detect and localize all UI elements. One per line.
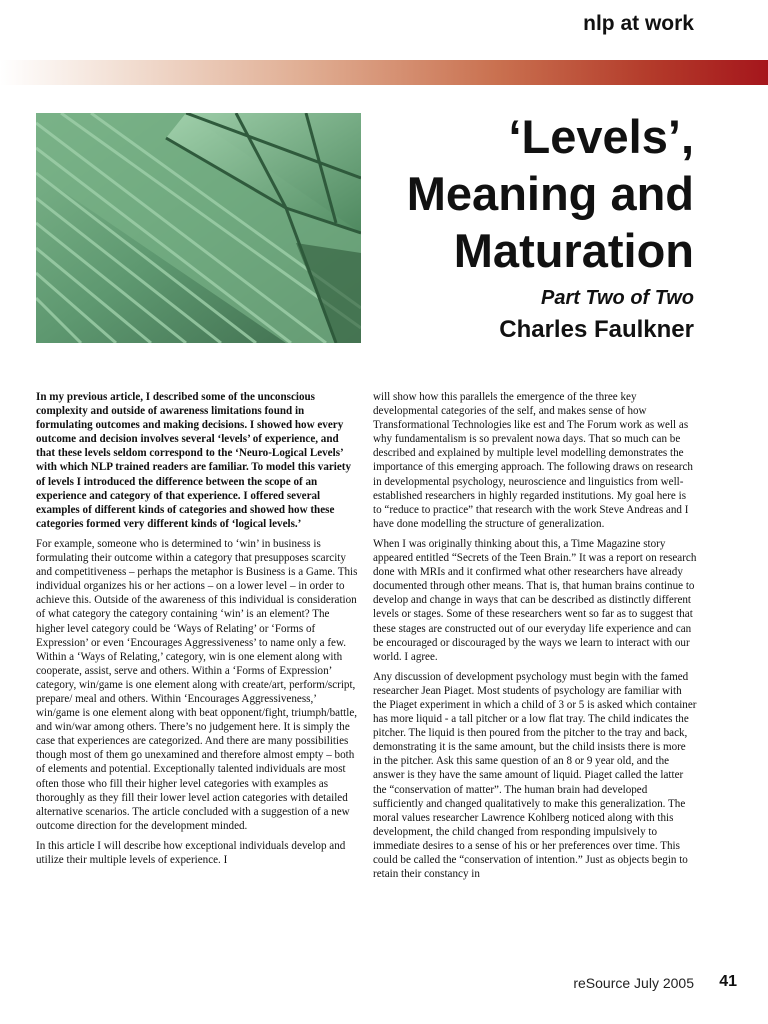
header-gradient-bar — [0, 60, 768, 85]
left-column — [36, 390, 358, 873]
title-line-3: Maturation — [453, 224, 694, 277]
body-paragraph: Any discussion of development psychology must begin with the famed researcher Jean Piaget. Most students of psychology are familiar with the Piaget experiment in which a child of 3 or 5 is asked which container has more liquid - a tall pitcher or a low flat tray. The child indicates the pitcher. The liquid is then poured from the pitcher to the tray and back, demonstrating it is the same amount, but the child insists there is more in the pitcher. Ask this same question of an 8 or 9 year old, and the answer is they have the same amount of liquid. Piaget called the latter the “conservation of matter”. The human brain had developed sufficiently and changed qualitatively to make this generalization. The moral values researcher Lawrence Kohlberg noticed along with this development, the child changed from responding impulsively to immediate desires to a sense of his or her preferences over time. This could be called the “conservation of intention.” Just as objects begin to retain their constancy in — [373, 670, 697, 881]
section-tag: nlp at work — [583, 12, 694, 35]
title-line-1: ‘Levels’, — [508, 110, 694, 163]
right-column — [373, 390, 697, 887]
body-paragraph: will show how this parallels the emergence of the three key developmental categories of the self, and makes sense of how Transformational Technologies like est and The Forum work as well as why fundamentalism is so prevalent nowa days. That so much can be described and explained by multiple level modelling demonstrates the importance of this emerging approach. The following draws on research in developmental psychology, neuroscience and linguistics from well-established researchers in highly regarded institutions. My goal here is to “reduce to practice” that research with the work Steve Andreas and I have done modelling the structure of generalization. — [373, 391, 693, 530]
intro-paragraph: In my previous article, I described some of the unconscious complexity and outside of awareness limitations found in formulating outcomes and making decisions. I showed how every outcome and decision involves several ‘levels’ of experience, and that these levels seldom correspond to the ‘Neuro-Logical Levels’ with which NLP trained readers are familiar. To model this variety of levels I introduced the difference between the scope of an experience and category of that experience. I offered several examples of different kinds of categories and showed how these categories formed very different kinds of ‘logical levels.’ — [36, 391, 352, 530]
page-number: 41 — [719, 973, 737, 990]
title-line-2: Meaning and — [406, 167, 694, 220]
body-paragraph: In this article I will describe how exceptional individuals develop and utilize their multiple levels of experience. I — [36, 839, 346, 866]
body-paragraph: For example, someone who is determined to ‘win’ in business is formulating their outcome within a category that presupposes scarcity and competitiveness – perhaps the metaphor is Business is a Game. This individual organizes his or her actions – on a lower level – in order to achieve this. Outside of the awareness of this individual is consideration of what category the category containing ‘win’ is an element? The higher level category could be ‘Ways of Relating’ or ‘Forms of Expression’ or even ‘Encourages Aggressiveness’ to name only a few. Within a ‘Ways of Relating,’ category, win is one element along with cooperate, assist, serve and others. Within a ‘Forms of Expression’ category, win/game is one element along with create/art, perform/script, prepare/ meal and others. Within ‘Encourages Aggressiveness,’ win/game is one element along with beat opponent/fight, triumph/battle, and win/war among others. There’s no judgement here. It is simply the case that experiences are categorized. And there are many possibilities though most of them go unexamined and therefore almost empty – both of elements and potential. Exceptionally talented individuals are most often those who fill their higher level categories with examples as thoroughly as they fill their lower level action categories with detailed alternative scenarios. The article concluded with a suggestion of a new outcome direction for the development minded. — [36, 537, 358, 832]
article-subtitle: Part Two of Two — [541, 287, 694, 309]
article-author: Charles Faulkner — [499, 316, 694, 343]
body-paragraph: When I was originally thinking about this, a Time Magazine story appeared entitled “Secrets of the Teen Brain.” It was a report on research done with MRIs and it confirmed what other researchers have already documented through other means. That is, that human brains continue to develop and change in ways that can be described as distinctly different levels or stages. Some of these researchers went so far as to suggest that these stages are constructed out of our everyday life experience and can be encouraged or discouraged by the ways we learn to interact with our world. I agree. — [373, 537, 697, 663]
article-title — [294, 108, 694, 279]
magazine-footer: reSource July 2005 — [573, 975, 694, 991]
